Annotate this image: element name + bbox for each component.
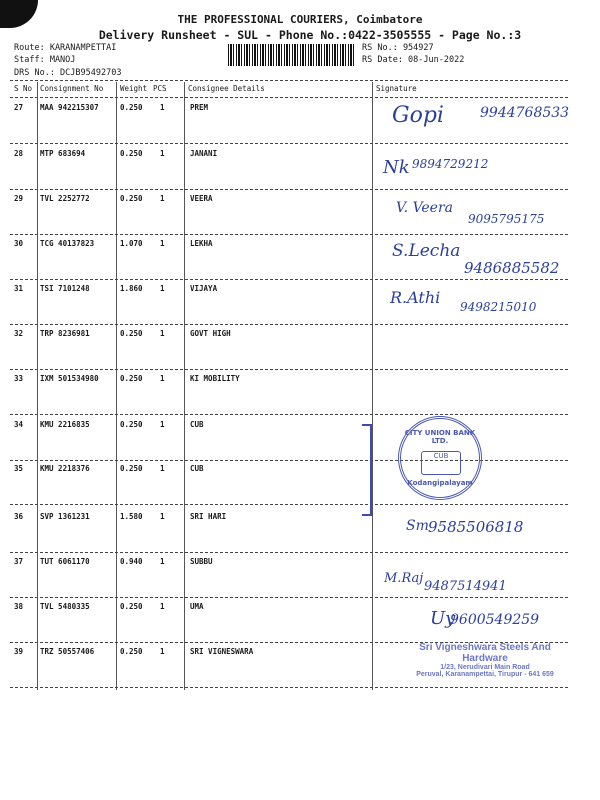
row-pcs: 1	[160, 374, 165, 383]
col-signature: Signature	[376, 84, 417, 93]
row-serial: 27	[14, 103, 24, 112]
row-pcs: 1	[160, 557, 165, 566]
bank-stamp-top-text: CITY UNION BANK LTD.	[404, 429, 476, 445]
row-signature: Nk	[383, 157, 410, 178]
row-weight: 0.250	[120, 464, 143, 473]
row-weight: 0.250	[120, 374, 143, 383]
row-serial: 38	[14, 602, 24, 611]
row-separator	[10, 687, 568, 688]
row-signature: Sm	[406, 518, 429, 534]
row-weight: 1.860	[120, 284, 143, 293]
row-consignee: VIJAYA	[190, 284, 218, 293]
row-signature: S.Lecha	[392, 241, 461, 261]
row-serial: 33	[14, 374, 24, 383]
row-weight: 0.940	[120, 557, 143, 566]
row-consignment-no: TUT 6061170	[40, 557, 90, 566]
row-separator	[10, 369, 568, 370]
col-divider	[37, 82, 38, 690]
row-serial: 37	[14, 557, 24, 566]
row-signature: Gopi	[392, 103, 444, 128]
row-pcs: 1	[160, 464, 165, 473]
row-signature: Uy	[430, 608, 456, 629]
bank-stamp-center-text: CUB	[433, 452, 449, 460]
runsheet-subtitle: Delivery Runsheet - SUL - Phone No.:0422-3505555 - Page No.:3	[98, 28, 522, 42]
row-separator	[10, 189, 568, 190]
header-rule-top	[10, 80, 568, 81]
row-separator	[10, 143, 568, 144]
row-pcs: 1	[160, 329, 165, 338]
row-phone-note: 9486885582	[464, 259, 560, 277]
col-consignee: Consignee Details	[188, 84, 265, 93]
row-weight: 0.250	[120, 194, 143, 203]
col-divider	[116, 82, 117, 690]
row-consignment-no: KMU 2218376	[40, 464, 90, 473]
row-phone-note: 9894729212	[412, 157, 489, 171]
row-pcs: 1	[160, 239, 165, 248]
row-serial: 30	[14, 239, 24, 248]
row-separator	[10, 279, 568, 280]
row-weight: 0.250	[120, 420, 143, 429]
col-weight: Weight	[120, 84, 148, 93]
row-pcs: 1	[160, 602, 165, 611]
row-consignee: UMA	[190, 602, 204, 611]
row-separator	[10, 234, 568, 235]
col-divider	[184, 82, 185, 690]
row-signature: M.Raj	[384, 571, 424, 586]
shop-stamp-address: Peruval, Karanampettai, Tirupur - 641 659	[416, 671, 554, 678]
col-pcs: PCS	[153, 84, 167, 93]
row-serial: 39	[14, 647, 24, 656]
row-signature: V. Veera	[396, 200, 453, 216]
row-signature: R.Athi	[390, 288, 441, 307]
row-serial: 31	[14, 284, 24, 293]
barcode	[228, 44, 354, 66]
row-weight: 1.580	[120, 512, 143, 521]
bank-stamp	[398, 416, 482, 500]
row-consignee: CUB	[190, 464, 204, 473]
row-phone-note: 9600549259	[450, 612, 540, 628]
row-pcs: 1	[160, 420, 165, 429]
row-consignee: LEKHA	[190, 239, 213, 248]
row-serial: 28	[14, 149, 24, 158]
row-consignment-no: TRZ 50557406	[40, 647, 95, 656]
row-phone-note: 9944768533	[480, 105, 570, 121]
row-separator	[10, 414, 568, 415]
shop-stamp	[395, 642, 575, 678]
row-consignee: VEERA	[190, 194, 213, 203]
row-serial: 36	[14, 512, 24, 521]
row-consignment-no: MAA 942215307	[40, 103, 99, 112]
row-consignment-no: MTP 683694	[40, 149, 86, 158]
row-serial: 35	[14, 464, 24, 473]
row-consignment-no: TRP 8236981	[40, 329, 90, 338]
row-serial: 29	[14, 194, 24, 203]
rs-number: RS No.: 954927	[362, 43, 434, 53]
bank-stamp-bottom-text: Kodangipalayam	[407, 479, 473, 487]
row-separator	[10, 597, 568, 598]
shop-stamp-address: 1/23, Nerudivari Main Road	[440, 664, 530, 671]
row-consignee: GOVT HIGH	[190, 329, 231, 338]
col-consignment: Consignment No	[40, 84, 104, 93]
row-phone-note: 9095795175	[468, 212, 545, 226]
row-consignment-no: KMU 2216835	[40, 420, 90, 429]
bank-stamp-logo	[421, 451, 461, 475]
company-title: THE PROFESSIONAL COURIERS, Coimbatore	[177, 13, 423, 26]
shop-stamp-name: Sri Vigneshwara Steels And Hardware	[419, 642, 551, 664]
bracket-mark	[362, 424, 372, 516]
row-pcs: 1	[160, 647, 165, 656]
col-divider	[372, 82, 373, 690]
staff-label: Staff: MANOJ	[14, 55, 76, 65]
row-consignment-no: TSI 7101248	[40, 284, 90, 293]
row-phone-note: 9487514941	[424, 579, 507, 594]
row-consignee: KI MOBILITY	[190, 374, 240, 383]
row-consignment-no: TVL 2252772	[40, 194, 90, 203]
row-consignee: CUB	[190, 420, 204, 429]
row-weight: 0.250	[120, 103, 143, 112]
row-weight: 0.250	[120, 602, 143, 611]
drs-number: DRS No.: DCJB95492703	[14, 68, 122, 78]
row-serial: 34	[14, 420, 24, 429]
row-consignment-no: TCG 40137823	[40, 239, 95, 248]
row-consignment-no: SVP 1361231	[40, 512, 90, 521]
row-weight: 0.250	[120, 647, 143, 656]
row-weight: 1.070	[120, 239, 143, 248]
row-pcs: 1	[160, 284, 165, 293]
row-consignee: SRI VIGNESWARA	[190, 647, 254, 656]
row-separator	[10, 460, 568, 461]
row-consignee: SRI HARI	[190, 512, 227, 521]
row-consignee: SUBBU	[190, 557, 213, 566]
row-phone-note: 9585506818	[428, 518, 524, 536]
row-consignment-no: TVL 5480335	[40, 602, 90, 611]
row-pcs: 1	[160, 103, 165, 112]
row-pcs: 1	[160, 149, 165, 158]
row-separator	[10, 504, 568, 505]
row-weight: 0.250	[120, 329, 143, 338]
route-label: Route: KARANAMPETTAI	[14, 43, 117, 53]
row-weight: 0.250	[120, 149, 143, 158]
row-pcs: 1	[160, 512, 165, 521]
row-consignee: PREM	[190, 103, 209, 112]
row-phone-note: 9498215010	[460, 300, 537, 314]
row-serial: 32	[14, 329, 24, 338]
row-consignee: JANANI	[190, 149, 218, 158]
row-pcs: 1	[160, 194, 165, 203]
header-rule-bottom	[10, 97, 568, 98]
row-consignment-no: IXM 501534980	[40, 374, 99, 383]
row-separator	[10, 324, 568, 325]
row-separator	[10, 552, 568, 553]
rs-date: RS Date: 08-Jun-2022	[362, 55, 465, 65]
col-sno: S No	[14, 84, 33, 93]
